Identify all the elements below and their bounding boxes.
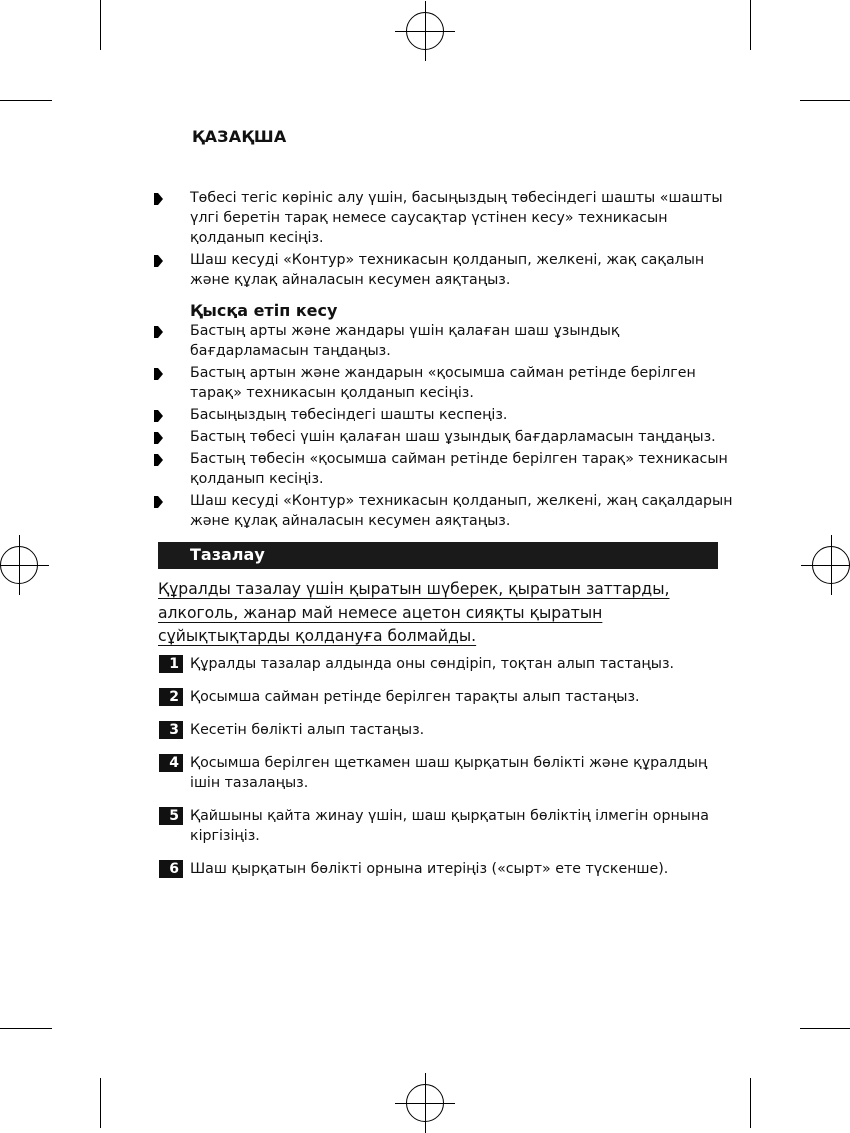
bullet-icon [158,410,163,422]
bullet-icon [158,496,163,508]
bullet-icon [158,255,163,267]
registration-mark-icon [812,546,850,584]
bullet-text: Басыңыздың төбесіндегі шашты кеспеңіз. [190,407,508,423]
crop-mark [100,1078,101,1128]
crop-mark [800,1028,850,1029]
step-text: Құралды тазалар алдында оны сөндіріп, тоқтан алып тастаңыз. [190,656,675,672]
bullet-text: Бастың арты және жандары үшін қалаған шаш ұзындық бағдарламасын таңдаңыз. [190,323,620,359]
step-item [0,687,850,707]
step-text: Кесетін бөлікті алып тастаңыз. [190,722,425,738]
bullet-icon [158,368,163,380]
list-item [0,449,850,489]
crop-mark [0,100,52,101]
bullet-icon [158,454,163,466]
step-item [0,753,850,793]
list-item [0,427,850,447]
step-item [0,859,850,879]
bullet-text: Шаш кесуді «Контур» техникасын қолданып, желкені, жақ сақалын және құлақ айналасын кесумен аяқтаңыз. [190,252,705,288]
cleaning-heading: Тазалау [190,545,265,564]
crop-mark [100,0,101,50]
crop-mark [0,1028,52,1029]
registration-mark-icon [406,1084,444,1122]
bullet-icon [158,193,163,205]
list-item [0,363,850,403]
step-text: Шаш қырқатын бөлікті орнына итеріңіз («сырт» ете түскенше). [190,861,669,877]
bullet-icon [158,326,163,338]
bullet-text: Бастың төбесін «қосымша сайман ретінде берілген тарақ» техникасын қолданып кесіңіз. [190,451,728,487]
step-number: 6 [159,860,183,878]
bullet-text: Бастың төбесі үшін қалаған шаш ұзындық бағдарламасын таңдаңыз. [190,429,716,445]
step-item [0,806,850,846]
list-item [0,405,850,425]
step-number: 5 [159,807,183,825]
short-cut-heading: Қысқа етіп кесу [190,301,338,320]
step-item [0,654,850,674]
registration-mark-icon [0,546,38,584]
bullet-icon [158,432,163,444]
crop-mark [750,1078,751,1128]
list-item [0,250,850,290]
warning-line: Құралды тазалау үшін қыратын шүберек, қыратын заттарды, [158,580,670,598]
list-item [0,321,850,361]
cleaning-warning [158,578,718,649]
warning-line: сұйықтықтарды қолдануға болмайды. [158,627,477,645]
language-heading: ҚАЗАҚША [192,127,287,146]
short-cut-bullet-list [0,321,850,533]
cleaning-steps [0,654,850,879]
step-number: 2 [159,688,183,706]
step-text: Қосымша сайман ретінде берілген тарақты алып тастаңыз. [190,689,640,705]
intro-bullet-list [0,188,850,292]
step-text: Қайшыны қайта жинау үшін, шаш қырқатын бөліктің ілмегін орнына кіргізіңіз. [190,808,709,844]
bullet-text: Бастың артын және жандарын «қосымша сайман ретінде берілген тарақ» техникасын қолданып кесіңіз. [190,365,696,401]
step-number: 3 [159,721,183,739]
crop-mark [800,100,850,101]
bullet-text: Төбесі тегіс көрініс алу үшін, басыңыздың төбесіндегі шашты «шашты үлгі беретін тарақ немесе саусақтар үстінен кесу» техникасын қолданып кесіңіз. [190,190,723,246]
registration-mark-icon [406,12,444,50]
warning-line: алкоголь, жанар май немесе ацетон сияқты қыратын [158,603,603,622]
bullet-text: Шаш кесуді «Контур» техникасын қолданып, желкені, жаң сақалдарын және құлақ айналасын кесумен аяқтаңыз. [190,493,733,529]
cleaning-section-bar [158,542,718,569]
crop-mark [750,0,751,50]
step-text: Қосымша берілген щеткамен шаш қырқатын бөлікті және құралдың ішін тазалаңыз. [190,755,708,791]
step-item [0,720,850,740]
step-number: 1 [159,655,183,673]
list-item [0,491,850,531]
step-number: 4 [159,754,183,772]
list-item [0,188,850,248]
